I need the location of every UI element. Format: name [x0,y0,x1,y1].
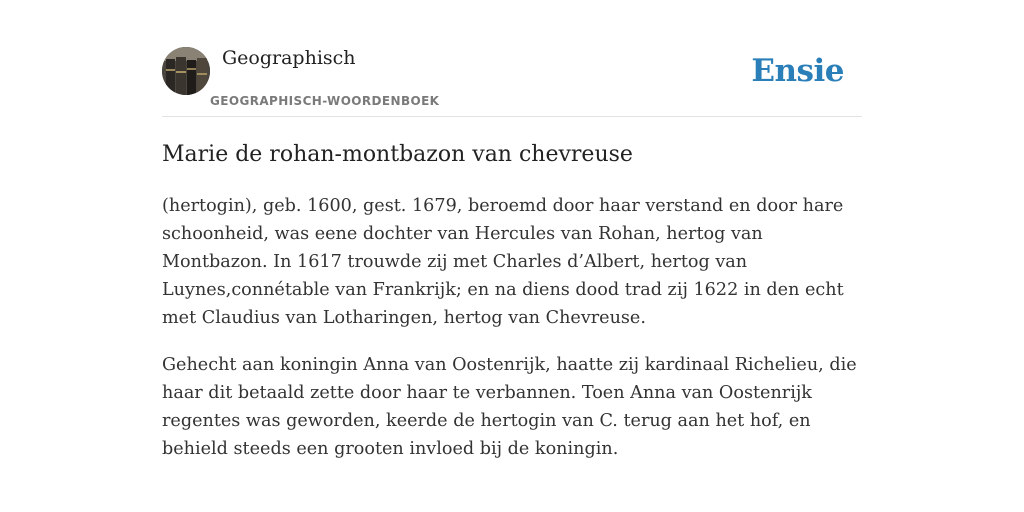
source-header [162,46,862,117]
article-paragraph: (hertogin), geb. 1600, gest. 1679, beroemd door haar verstand en door hare schoonheid, was eene dochter van Hercules van Rohan, hertog van Montbazon. In 1617 trouwde zij met Charles d’Albert, hertog van Luynes,connétable van Frankrijk; en na diens dood trad zij 1622 in den echt met Claudius van Lotharingen, hertog van Chevreuse. [162,196,844,328]
article-paragraph: Gehecht aan koningin Anna van Oostenrijk, haatte zij kardinaal Richelieu, die haar dit betaald zette door haar te verbannen. Toen Anna van Oostenrijk regentes was geworden, keerde de hertogin van C. terug aan het hof, en behield steeds een grooten invloed bij de koningin. [162,355,857,459]
source-title[interactable]: Geographisch [222,47,356,69]
article-title: Marie de rohan-montbazon van chevreuse [162,142,633,167]
book-spines-avatar-icon[interactable] [162,47,210,95]
article-body [162,192,864,482]
brand-logo[interactable]: Ensie [751,53,844,89]
source-subtitle[interactable]: GEOGRAPHISCH-WOORDENBOEK [210,94,440,108]
